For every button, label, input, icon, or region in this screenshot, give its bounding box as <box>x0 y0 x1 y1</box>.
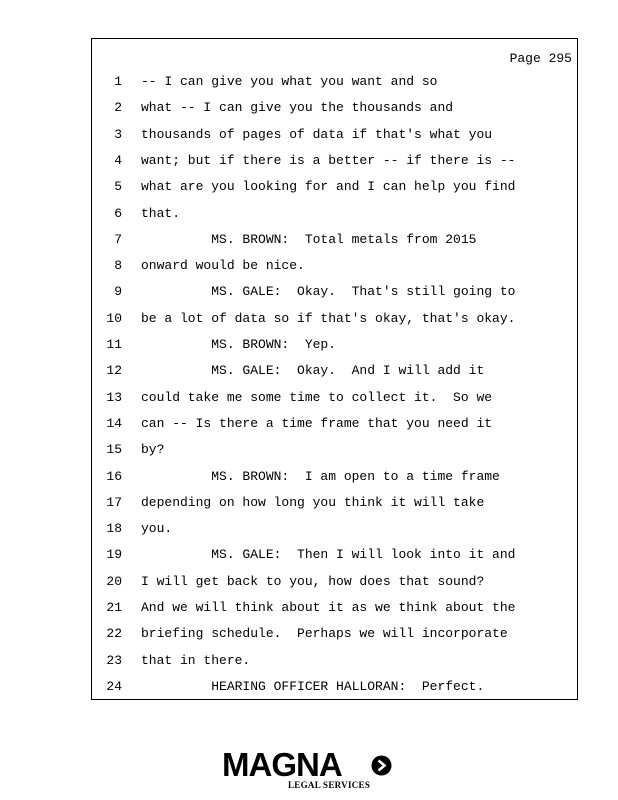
transcript-line <box>92 128 579 154</box>
line-number: 5 <box>114 179 122 195</box>
line-text: -- I can give you what you want and so <box>141 74 438 89</box>
line-text: what -- I can give you the thousands and <box>141 100 454 116</box>
line-text: And we will think about it as we think about the <box>141 600 516 615</box>
transcript-line <box>92 154 579 180</box>
line-text: onward would be nice. <box>141 258 305 274</box>
line-number: 16 <box>106 468 122 484</box>
transcript-line <box>92 180 579 206</box>
transcript-line <box>92 312 579 338</box>
transcript-line <box>92 75 579 101</box>
line-text: you. <box>141 521 173 537</box>
magna-logo <box>222 747 397 793</box>
line-number: 7 <box>114 231 122 247</box>
line-number: 11 <box>106 337 122 352</box>
transcript-line <box>92 496 579 522</box>
line-text: what are you looking for and I can help you find <box>141 179 516 195</box>
transcript-line <box>92 364 579 390</box>
transcript-line <box>92 285 579 311</box>
transcript-line <box>92 601 579 627</box>
line-text: briefing schedule. Perhaps we will incorporate <box>141 626 508 642</box>
line-number: 22 <box>106 626 122 642</box>
transcript-line <box>92 470 579 496</box>
line-text: MS. GALE: Okay. And I will add it <box>141 363 485 379</box>
line-text: that. <box>141 205 181 221</box>
line-number: 17 <box>106 494 122 510</box>
line-number: 1 <box>114 74 122 89</box>
transcript-line <box>92 680 579 706</box>
line-number: 21 <box>106 600 122 615</box>
logo-wordmark: MAGNA <box>222 746 342 783</box>
line-text: MS. GALE: Then I will look into it and <box>141 547 516 563</box>
arrow-circle-icon <box>371 755 392 776</box>
transcript-line <box>92 101 579 127</box>
line-number: 23 <box>106 652 122 668</box>
transcript-page <box>91 38 578 700</box>
line-text: by? <box>141 442 165 458</box>
line-text: that in there. <box>141 652 251 668</box>
line-text: want; but if there is a better -- if there is -- <box>141 152 516 168</box>
transcript-line <box>92 207 579 233</box>
line-text: MS. GALE: Okay. That's still going to <box>141 284 516 300</box>
line-number: 8 <box>114 258 122 274</box>
transcript-line <box>92 259 579 285</box>
line-number: 19 <box>106 547 122 563</box>
line-number: 4 <box>114 152 122 168</box>
transcript-line <box>92 391 579 417</box>
transcript-line <box>92 575 579 601</box>
line-text: MS. BROWN: I am open to a time frame <box>141 468 500 484</box>
line-number: 20 <box>106 573 122 589</box>
line-number: 9 <box>114 284 122 300</box>
transcript-line <box>92 233 579 259</box>
line-text: depending on how long you think it will take <box>141 494 485 510</box>
line-text: MS. BROWN: Total metals from 2015 <box>141 231 477 247</box>
line-text: thousands of pages of data if that's what you <box>141 126 493 142</box>
transcript-line <box>92 654 579 680</box>
line-text: be a lot of data so if that's okay, that's okay. <box>141 310 516 326</box>
transcript-line <box>92 338 579 364</box>
line-number: 6 <box>114 205 122 221</box>
line-number: 13 <box>106 389 122 405</box>
transcript-line <box>92 627 579 653</box>
transcript-line <box>92 548 579 574</box>
line-number: 2 <box>114 100 122 116</box>
transcript-line <box>92 522 579 548</box>
transcript-line <box>92 443 579 469</box>
line-text: could take me some time to collect it. So we <box>141 389 493 405</box>
line-number: 15 <box>106 442 122 458</box>
line-number: 10 <box>106 310 122 326</box>
line-text: I will get back to you, how does that sound? <box>141 573 485 589</box>
page-number: Page 295 <box>509 51 572 66</box>
line-text: MS. BROWN: Yep. <box>141 337 337 352</box>
line-number: 24 <box>106 678 122 694</box>
line-text: can -- Is there a time frame that you need it <box>141 415 493 431</box>
line-number: 3 <box>114 126 122 142</box>
line-number: 18 <box>106 521 122 537</box>
logo-subtitle: LEGAL SERVICES <box>288 780 371 790</box>
line-number: 14 <box>106 415 122 431</box>
transcript-line <box>92 417 579 443</box>
line-text: HEARING OFFICER HALLORAN: Perfect. <box>141 678 485 694</box>
line-number: 12 <box>106 363 122 379</box>
